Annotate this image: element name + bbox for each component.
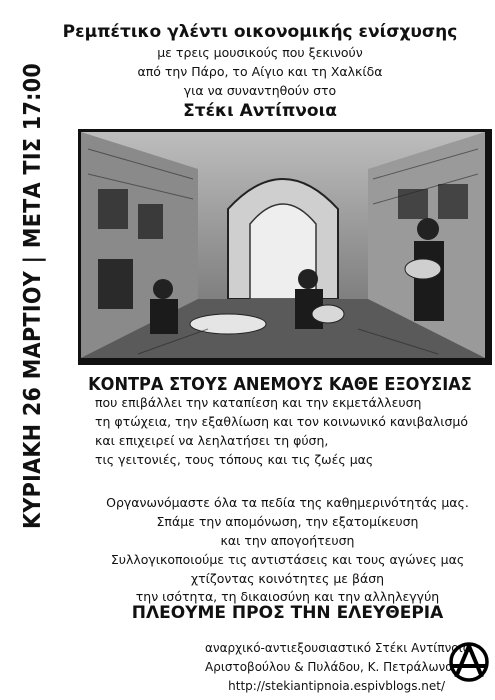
footer-organization: αναρχικό-αντιεξουσιαστικό Στέκι Αντίπνοια	[205, 641, 471, 655]
event-date-time: ΚΥΡΙΑΚΗ 26 ΜΑΡΤΙΟΥ | ΜΕΤΑ ΤΙΣ 17:00	[20, 62, 46, 529]
musicians-sketch-illustration	[78, 129, 492, 365]
paragraph1-line-2: τη φτώχεια, την εξαθλίωση και τον κοινωνικό κανιβαλισμό	[95, 414, 469, 429]
headline: ΚΟΝΤΡΑ ΣΤΟΥΣ ΑΝΕΜΟΥΣ ΚΑΘΕ ΕΞΟΥΣΙΑΣ	[88, 374, 472, 395]
venue-name: Στέκι Αντίπνοια	[183, 101, 337, 121]
paragraph1-line-3: και επιχειρεί να λεηλατήσει τη φύση,	[95, 433, 329, 448]
paragraph2-line-3: και την απογοήτευση	[220, 533, 355, 548]
paragraph1-line-4: τις γειτονιές, τους τόπους και τις ζωές μας	[95, 452, 374, 467]
circle-a-anarchy-icon	[448, 641, 490, 683]
paragraph1-line-1: που επιβάλλει την καταπίεση και την εκμετάλλευση	[95, 395, 422, 410]
paragraph2-line-4: Συλλογικοποιούμε τις αντιστάσεις και τους αγώνες μας	[110, 552, 465, 567]
event-title: Ρεμπέτικο γλέντι οικονομικής ενίσχυσης	[62, 22, 458, 42]
subtitle-line-2: από την Πάρο, το Αίγιο και τη Χαλκίδα	[137, 64, 383, 79]
subtitle-line-3: για να συναντηθούν στο	[183, 83, 337, 98]
slogan: ΠΛΕΟΥΜΕ ΠΡΟΣ ΤΗΝ ΕΛΕΥΘΕΡΙΑ	[131, 603, 444, 623]
paragraph2-line-1: Οργανωνόμαστε όλα τα πεδία της καθημερινότητάς μας.	[106, 495, 469, 510]
footer-url-link[interactable]: http://stekiantipnoia.espivblogs.net/	[228, 679, 445, 693]
subtitle-line-1: με τρεις μουσικούς που ξεκινούν	[157, 45, 363, 60]
footer-address: Αριστοβούλου & Πυλάδου, Κ. Πετράλωνα	[205, 660, 454, 674]
paragraph2-line-2: Σπάμε την απομόνωση, την εξατομίκευση	[156, 514, 419, 529]
paragraph2-line-5: χτίζοντας κοινότητες με βάση	[190, 571, 385, 586]
paragraph2-line-6: την ισότητα, τη δικαιοσύνη και την αλληλεγγύη	[135, 589, 440, 604]
